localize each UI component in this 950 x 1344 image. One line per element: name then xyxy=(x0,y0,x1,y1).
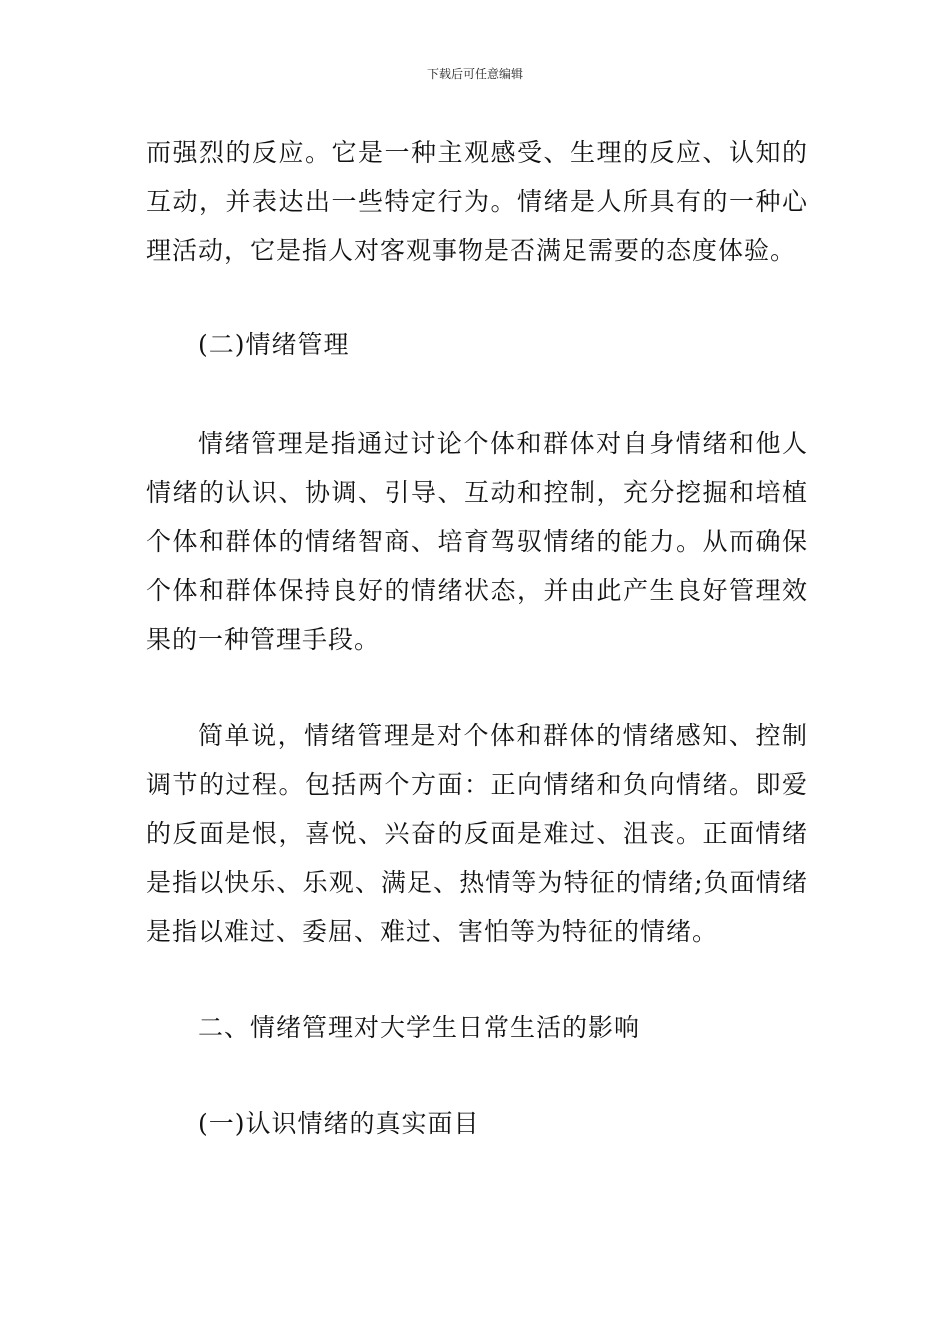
page-header-note: 下载后可任意编辑 xyxy=(426,67,523,81)
paragraph-emotion-management-definition: 情绪管理是指通过讨论个体和群体对自身情绪和他人情绪的认识、协调、引导、互动和控制，充分挖掘和培植个体和群体的情绪智商、培育驾驭情绪的能力。从而确保个体和群体保持良好的情绪状态，并由此产生良好管理效果的一种管理手段。 xyxy=(146,429,808,654)
paragraph-emotion-definition: 而强烈的反应。它是一种主观感受、生理的反应、认知的互动，并表达出一些特定行为。情绪是人所具有的一种心理活动，它是指人对客观事物是否满足需要的态度体验。 xyxy=(146,138,808,265)
chapter-heading-impact: 二、情绪管理对大学生日常生活的影响 xyxy=(198,1013,641,1042)
paragraph-simple-explanation: 简单说，情绪管理是对个体和群体的情绪感知、控制调节的过程。包括两个方面：正向情绪和负向情绪。即爱的反面是恨，喜悦、兴奋的反面是难过、沮丧。正面情绪是指以快乐、乐观、满足、热情等为特征的情绪;负面情绪是指以难过、委屈、难过、害怕等为特征的情绪。 xyxy=(146,721,808,946)
document-body xyxy=(146,128,808,1148)
section-heading-recognize-emotion: (一)认识情绪的真实面目 xyxy=(198,1109,480,1138)
section-heading-emotion-management: (二)情绪管理 xyxy=(198,330,350,359)
